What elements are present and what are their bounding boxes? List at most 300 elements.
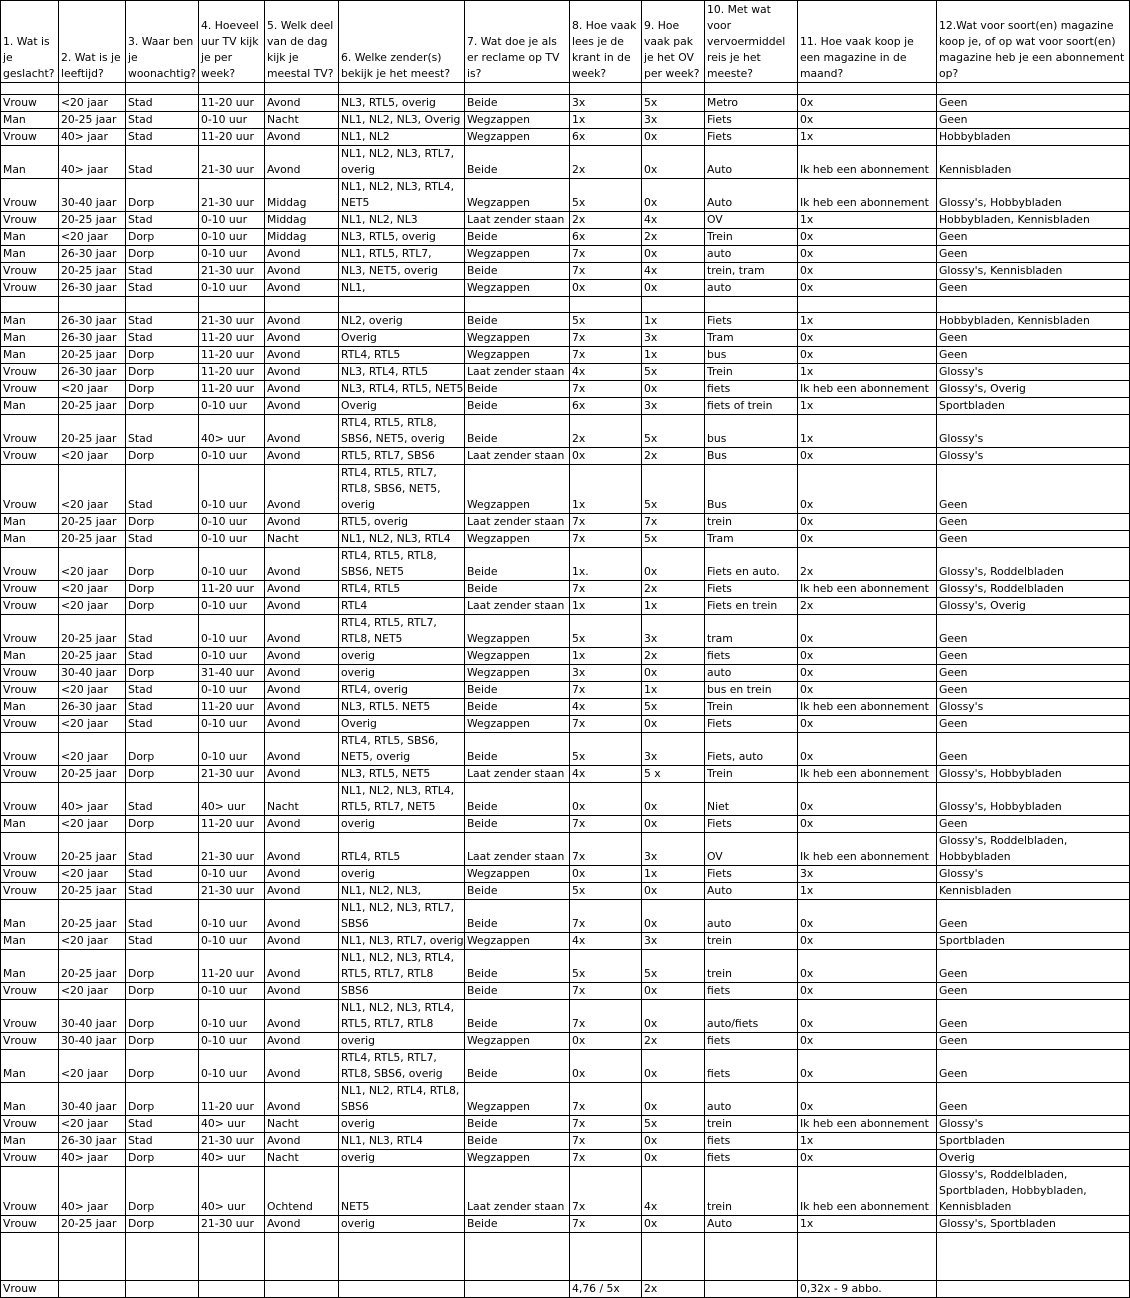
table-cell[interactable]	[798, 297, 937, 313]
table-cell[interactable]	[570, 83, 642, 95]
table-cell[interactable]: RTL4	[339, 598, 465, 615]
table-cell[interactable]: 0x	[798, 263, 937, 280]
table-cell[interactable]: Laat zender staan	[465, 833, 570, 866]
table-cell[interactable]: Middag	[265, 229, 339, 246]
table-cell[interactable]: Geen	[937, 816, 1130, 833]
table-cell[interactable]: 5x	[570, 733, 642, 766]
table-cell[interactable]: Metro	[705, 95, 798, 112]
table-cell[interactable]	[705, 1233, 798, 1281]
table-cell[interactable]: Ik heb een abonnement	[798, 833, 937, 866]
table-cell[interactable]: 2x	[642, 1033, 705, 1050]
table-cell[interactable]: 7x	[570, 682, 642, 699]
table-cell[interactable]: Dorp	[126, 179, 199, 212]
table-cell[interactable]: 0x	[642, 983, 705, 1000]
table-cell[interactable]: NL3, RTL5, overig	[339, 95, 465, 112]
table-cell[interactable]: Dorp	[126, 548, 199, 581]
table-cell[interactable]: Nacht	[265, 1150, 339, 1167]
table-cell[interactable]: Man	[1, 246, 59, 263]
table-cell[interactable]: NL1, NL3, RTL4	[339, 1133, 465, 1150]
table-cell[interactable]	[339, 83, 465, 95]
table-cell[interactable]: Avond	[265, 1133, 339, 1150]
table-cell[interactable]	[465, 1233, 570, 1281]
table-cell[interactable]: Vrouw	[1, 581, 59, 598]
table-cell[interactable]: 0-10 uur	[199, 983, 265, 1000]
table-cell[interactable]: Avond	[265, 280, 339, 297]
table-cell[interactable]: 5x	[642, 1116, 705, 1133]
table-cell[interactable]: 21-30 uur	[199, 179, 265, 212]
table-cell[interactable]: 0x	[798, 783, 937, 816]
table-cell[interactable]: Glossy's, Sportbladen	[937, 1216, 1130, 1233]
table-cell[interactable]: Avond	[265, 833, 339, 866]
table-cell[interactable]: Dorp	[126, 1167, 199, 1216]
table-cell[interactable]	[570, 297, 642, 313]
table-cell[interactable]: Man	[1, 330, 59, 347]
table-cell[interactable]: Beide	[465, 816, 570, 833]
table-cell[interactable]: 3x	[642, 933, 705, 950]
table-cell[interactable]	[199, 1233, 265, 1281]
table-cell[interactable]: 0x	[798, 531, 937, 548]
table-cell[interactable]: 30-40 jaar	[59, 1033, 126, 1050]
table-cell[interactable]: 7x	[570, 1167, 642, 1216]
table-cell[interactable]: RTL5, overig	[339, 514, 465, 531]
table-cell[interactable]: 0x	[798, 448, 937, 465]
table-cell[interactable]: RTL4, RTL5, RTL7, RTL8, SBS6, NET5, overig	[339, 465, 465, 514]
table-cell[interactable]: 0x	[570, 1033, 642, 1050]
table-cell[interactable]: 20-25 jaar	[59, 950, 126, 983]
table-cell[interactable]	[937, 83, 1130, 95]
table-cell[interactable]: Man	[1, 229, 59, 246]
table-cell[interactable]: Vrouw	[1, 448, 59, 465]
table-cell[interactable]	[642, 1233, 705, 1281]
table-cell[interactable]: 0x	[570, 448, 642, 465]
table-cell[interactable]: fiets	[705, 1050, 798, 1083]
table-cell[interactable]: 11-20 uur	[199, 347, 265, 364]
table-cell[interactable]: 5x	[570, 615, 642, 648]
table-cell[interactable]: Geen	[937, 1083, 1130, 1116]
table-cell[interactable]: 1x	[798, 364, 937, 381]
table-cell[interactable]	[705, 297, 798, 313]
table-cell[interactable]: fiets	[705, 1133, 798, 1150]
table-cell[interactable]: Wegzappen	[465, 1150, 570, 1167]
table-cell[interactable]: NL1, NL2, NL3, Overig	[339, 112, 465, 129]
table-cell[interactable]: 0-10 uur	[199, 1050, 265, 1083]
table-cell[interactable]: 3x	[642, 330, 705, 347]
table-cell[interactable]: Wegzappen	[465, 716, 570, 733]
table-cell[interactable]: Beide	[465, 983, 570, 1000]
table-cell[interactable]: Stad	[126, 615, 199, 648]
table-cell[interactable]: 0x	[642, 665, 705, 682]
table-cell[interactable]: Nacht	[265, 531, 339, 548]
table-cell[interactable]: NL2, overig	[339, 313, 465, 330]
table-cell[interactable]: 26-30 jaar	[59, 699, 126, 716]
table-cell[interactable]: 7x	[570, 716, 642, 733]
table-cell[interactable]: Vrouw	[1, 364, 59, 381]
table-cell[interactable]: Avond	[265, 699, 339, 716]
table-cell[interactable]: Man	[1, 531, 59, 548]
table-cell[interactable]: 1x.	[570, 548, 642, 581]
table-cell[interactable]: Vrouw	[1, 280, 59, 297]
table-cell[interactable]: <20 jaar	[59, 682, 126, 699]
table-cell[interactable]	[1, 1233, 59, 1281]
table-cell[interactable]: 20-25 jaar	[59, 347, 126, 364]
table-cell[interactable]: Glossy's, Hobbybladen	[937, 179, 1130, 212]
table-cell[interactable]: Geen	[937, 229, 1130, 246]
table-cell[interactable]: NL3, RTL5, NET5	[339, 766, 465, 783]
table-cell[interactable]: Vrouw	[1, 1116, 59, 1133]
table-cell[interactable]: Glossy's, Kennisbladen	[937, 263, 1130, 280]
table-cell[interactable]: 20-25 jaar	[59, 883, 126, 900]
table-cell[interactable]: overig	[339, 665, 465, 682]
table-cell[interactable]: Avond	[265, 364, 339, 381]
table-cell[interactable]: 5x	[642, 950, 705, 983]
table-cell[interactable]: 0x	[642, 129, 705, 146]
table-cell[interactable]: 20-25 jaar	[59, 648, 126, 665]
table-cell[interactable]: auto	[705, 246, 798, 263]
table-cell[interactable]: <20 jaar	[59, 581, 126, 598]
table-cell[interactable]: Middag	[265, 179, 339, 212]
table-cell[interactable]: <20 jaar	[59, 816, 126, 833]
column-header[interactable]: 5. Welk deel van de dag kijk je meestal TV?	[265, 1, 339, 83]
table-cell[interactable]: 5x	[570, 950, 642, 983]
table-cell[interactable]: Wegzappen	[465, 347, 570, 364]
table-cell[interactable]	[642, 83, 705, 95]
table-cell[interactable]: bus	[705, 347, 798, 364]
table-cell[interactable]: 0x	[798, 615, 937, 648]
table-cell[interactable]: Wegzappen	[465, 112, 570, 129]
table-cell[interactable]: auto	[705, 1083, 798, 1116]
table-cell[interactable]: Beide	[465, 950, 570, 983]
table-cell[interactable]: 1x	[570, 465, 642, 514]
table-cell[interactable]: Glossy's, Roddelbladen, Hobbybladen	[937, 833, 1130, 866]
table-cell[interactable]: 26-30 jaar	[59, 280, 126, 297]
table-cell[interactable]: Glossy's	[937, 1116, 1130, 1133]
table-cell[interactable]	[59, 297, 126, 313]
table-cell[interactable]: Man	[1, 699, 59, 716]
table-cell[interactable]: fiets	[705, 648, 798, 665]
table-cell[interactable]: Avond	[265, 983, 339, 1000]
table-cell[interactable]: Dorp	[126, 381, 199, 398]
table-cell[interactable]: 0x	[798, 347, 937, 364]
table-cell[interactable]: 7x	[570, 263, 642, 280]
table-cell[interactable]: 4x	[570, 364, 642, 381]
table-cell[interactable]: 30-40 jaar	[59, 179, 126, 212]
table-cell[interactable]: 7x	[570, 833, 642, 866]
table-cell[interactable]: 31-40 uur	[199, 665, 265, 682]
table-cell[interactable]: 20-25 jaar	[59, 833, 126, 866]
table-cell[interactable]: 0x	[570, 1050, 642, 1083]
table-cell[interactable]: 2x	[798, 598, 937, 615]
table-cell[interactable]: 0-10 uur	[199, 280, 265, 297]
table-cell[interactable]: 0x	[642, 146, 705, 179]
table-cell[interactable]: 0x	[798, 716, 937, 733]
table-cell[interactable]: Man	[1, 1133, 59, 1150]
table-cell[interactable]: 7x	[570, 581, 642, 598]
table-cell[interactable]: 4x	[570, 766, 642, 783]
table-cell[interactable]: 1x	[798, 212, 937, 229]
table-cell[interactable]: NL1, NL2, NL3, RTL4	[339, 531, 465, 548]
table-cell[interactable]: bus en trein	[705, 682, 798, 699]
table-cell[interactable]: Avond	[265, 716, 339, 733]
table-cell[interactable]: 0-10 uur	[199, 448, 265, 465]
table-cell[interactable]: Avond	[265, 615, 339, 648]
table-cell[interactable]: Vrouw	[1, 1216, 59, 1233]
table-cell[interactable]: Nacht	[265, 112, 339, 129]
table-cell[interactable]: 26-30 jaar	[59, 246, 126, 263]
table-cell[interactable]: Wegzappen	[465, 330, 570, 347]
table-cell[interactable]: 3x	[642, 615, 705, 648]
table-cell[interactable]: 0x	[642, 900, 705, 933]
table-cell[interactable]: Fiets en auto.	[705, 548, 798, 581]
table-cell[interactable]: 0-10 uur	[199, 598, 265, 615]
table-cell[interactable]: 1x	[570, 598, 642, 615]
table-cell[interactable]: Avond	[265, 465, 339, 514]
table-cell[interactable]: Man	[1, 816, 59, 833]
table-cell[interactable]: Geen	[937, 900, 1130, 933]
table-cell[interactable]: Vrouw	[1, 615, 59, 648]
table-cell[interactable]: Glossy's, Roddelbladen, Sportbladen, Hobbybladen, Kennisbladen	[937, 1167, 1130, 1216]
table-cell[interactable]: Stad	[126, 1133, 199, 1150]
table-cell[interactable]: 7x	[570, 1150, 642, 1167]
table-cell[interactable]: Geen	[937, 682, 1130, 699]
table-cell[interactable]: Niet	[705, 783, 798, 816]
table-cell[interactable]: Fiets	[705, 112, 798, 129]
column-header[interactable]: 8. Hoe vaak lees je de krant in de week?	[570, 1, 642, 83]
table-cell[interactable]: 3x	[642, 833, 705, 866]
table-cell[interactable]: trein	[705, 1116, 798, 1133]
table-cell[interactable]: Glossy's, Overig	[937, 381, 1130, 398]
table-cell[interactable]: 0x	[798, 1033, 937, 1050]
table-cell[interactable]: 20-25 jaar	[59, 531, 126, 548]
table-cell[interactable]: <20 jaar	[59, 933, 126, 950]
table-cell[interactable]: Trein	[705, 699, 798, 716]
table-cell[interactable]: Dorp	[126, 983, 199, 1000]
table-cell[interactable]: Overig	[339, 716, 465, 733]
table-cell[interactable]: Vrouw	[1, 866, 59, 883]
table-cell[interactable]: Dorp	[126, 364, 199, 381]
table-cell[interactable]: Geen	[937, 716, 1130, 733]
table-cell[interactable]: 1x	[642, 682, 705, 699]
table-cell[interactable]: Wegzappen	[465, 933, 570, 950]
table-cell[interactable]: Dorp	[126, 581, 199, 598]
table-cell[interactable]: 3x	[570, 665, 642, 682]
table-cell[interactable]: Stad	[126, 129, 199, 146]
table-cell[interactable]: 26-30 jaar	[59, 364, 126, 381]
table-cell[interactable]: 4x	[642, 212, 705, 229]
table-cell[interactable]: Wegzappen	[465, 179, 570, 212]
table-cell[interactable]: 4x	[642, 1167, 705, 1216]
table-cell[interactable]: Vrouw	[1, 465, 59, 514]
table-cell[interactable]: 0-10 uur	[199, 212, 265, 229]
table-cell[interactable]: Avond	[265, 313, 339, 330]
table-cell[interactable]: Geen	[937, 531, 1130, 548]
table-cell[interactable]	[465, 1281, 570, 1298]
table-cell[interactable]: Vrouw	[1, 833, 59, 866]
table-cell[interactable]: Wegzappen	[465, 648, 570, 665]
table-cell[interactable]: 1x	[642, 598, 705, 615]
table-cell[interactable]: overig	[339, 866, 465, 883]
table-cell[interactable]: Man	[1, 398, 59, 415]
table-cell[interactable]: 7x	[570, 531, 642, 548]
table-cell[interactable]: 11-20 uur	[199, 330, 265, 347]
table-cell[interactable]: Dorp	[126, 398, 199, 415]
table-cell[interactable]: Geen	[937, 246, 1130, 263]
table-cell[interactable]: <20 jaar	[59, 983, 126, 1000]
table-cell[interactable]: 40> jaar	[59, 146, 126, 179]
table-cell[interactable]: Man	[1, 1083, 59, 1116]
table-cell[interactable]: 1x	[642, 313, 705, 330]
table-cell[interactable]: NL1,	[339, 280, 465, 297]
table-cell[interactable]: 20-25 jaar	[59, 766, 126, 783]
table-cell[interactable]: Avond	[265, 146, 339, 179]
table-cell[interactable]: Laat zender staan	[465, 1167, 570, 1216]
table-cell[interactable]: <20 jaar	[59, 548, 126, 581]
table-cell[interactable]: overig	[339, 1150, 465, 1167]
table-cell[interactable]: Beide	[465, 1216, 570, 1233]
table-cell[interactable]: 0-10 uur	[199, 682, 265, 699]
table-cell[interactable]: RTL4, RTL5, RTL8, SBS6, NET5, overig	[339, 415, 465, 448]
table-cell[interactable]: 0x	[642, 1000, 705, 1033]
table-cell[interactable]: 21-30 uur	[199, 766, 265, 783]
table-cell[interactable]: 11-20 uur	[199, 699, 265, 716]
table-cell[interactable]: Vrouw	[1, 1033, 59, 1050]
table-cell[interactable]: 1x	[798, 1133, 937, 1150]
table-cell[interactable]: 7x	[570, 1000, 642, 1033]
table-cell[interactable]: <20 jaar	[59, 866, 126, 883]
table-cell[interactable]: Avond	[265, 1216, 339, 1233]
table-cell[interactable]: 2x	[642, 581, 705, 598]
table-cell[interactable]: Auto	[705, 179, 798, 212]
table-cell[interactable]: 7x	[570, 983, 642, 1000]
table-cell[interactable]: 5x	[570, 883, 642, 900]
table-cell[interactable]: 1x	[570, 112, 642, 129]
table-cell[interactable]: <20 jaar	[59, 716, 126, 733]
table-cell[interactable]: Dorp	[126, 1083, 199, 1116]
table-cell[interactable]: 4x	[570, 699, 642, 716]
table-cell[interactable]: Bus	[705, 448, 798, 465]
table-cell[interactable]: 5x	[570, 313, 642, 330]
table-cell[interactable]: fiets	[705, 1150, 798, 1167]
table-cell[interactable]	[1, 297, 59, 313]
table-cell[interactable]: Beide	[465, 381, 570, 398]
table-cell[interactable]: Beide	[465, 900, 570, 933]
table-cell[interactable]: <20 jaar	[59, 1050, 126, 1083]
table-cell[interactable]	[199, 1281, 265, 1298]
table-cell[interactable]	[126, 297, 199, 313]
table-cell[interactable]: 11-20 uur	[199, 581, 265, 598]
table-cell[interactable]: Hobbybladen, Kennisbladen	[937, 313, 1130, 330]
table-cell[interactable]: Vrouw	[1, 1000, 59, 1033]
table-cell[interactable]: auto	[705, 900, 798, 933]
table-cell[interactable]: Overig	[339, 330, 465, 347]
table-cell[interactable]: Geen	[937, 733, 1130, 766]
table-cell[interactable]: 30-40 jaar	[59, 1083, 126, 1116]
table-cell[interactable]: auto	[705, 280, 798, 297]
table-cell[interactable]	[199, 297, 265, 313]
table-cell[interactable]: Ik heb een abonnement	[798, 1167, 937, 1216]
table-cell[interactable]: Vrouw	[1, 598, 59, 615]
column-header[interactable]: 4. Hoeveel uur TV kijk je per week?	[199, 1, 265, 83]
table-cell[interactable]: 20-25 jaar	[59, 398, 126, 415]
table-cell[interactable]: 6x	[570, 398, 642, 415]
table-cell[interactable]: Stad	[126, 531, 199, 548]
table-cell[interactable]: Trein	[705, 766, 798, 783]
table-cell[interactable]: Stad	[126, 866, 199, 883]
table-cell[interactable]: Vrouw	[1, 983, 59, 1000]
table-cell[interactable]: 1x	[570, 648, 642, 665]
table-cell[interactable]: Stad	[126, 112, 199, 129]
table-cell[interactable]: Beide	[465, 398, 570, 415]
table-cell[interactable]: bus	[705, 415, 798, 448]
column-header[interactable]: 7. Wat doe je als er reclame op TV is?	[465, 1, 570, 83]
table-cell[interactable]: NL1, RTL5, RTL7,	[339, 246, 465, 263]
table-cell[interactable]	[59, 1233, 126, 1281]
table-cell[interactable]: Man	[1, 112, 59, 129]
table-cell[interactable]: NL1, NL2	[339, 129, 465, 146]
table-cell[interactable]	[937, 297, 1130, 313]
table-cell[interactable]	[937, 1281, 1130, 1298]
table-cell[interactable]: Geen	[937, 983, 1130, 1000]
column-header[interactable]: 12.Wat voor soort(en) magazine koop je, of op wat voor soort(en) magazine heb je een abonnement op?	[937, 1, 1130, 83]
table-cell[interactable]: Laat zender staan	[465, 364, 570, 381]
table-cell[interactable]	[705, 83, 798, 95]
table-cell[interactable]: Stad	[126, 883, 199, 900]
table-cell[interactable]: 40> jaar	[59, 1150, 126, 1167]
table-cell[interactable]: fiets	[705, 1033, 798, 1050]
table-cell[interactable]: Vrouw	[1, 1150, 59, 1167]
table-cell[interactable]: 4x	[570, 933, 642, 950]
table-cell[interactable]: 11-20 uur	[199, 950, 265, 983]
table-cell[interactable]: 1x	[798, 415, 937, 448]
table-cell[interactable]: Wegzappen	[465, 615, 570, 648]
table-cell[interactable]: Glossy's	[937, 364, 1130, 381]
table-cell[interactable]: Ik heb een abonnement	[798, 381, 937, 398]
table-cell[interactable]: trein	[705, 950, 798, 983]
table-cell[interactable]: Ik heb een abonnement	[798, 179, 937, 212]
table-cell[interactable]: Avond	[265, 263, 339, 280]
table-cell[interactable]: Avond	[265, 682, 339, 699]
table-cell[interactable]: Ik heb een abonnement	[798, 699, 937, 716]
table-cell[interactable]: 2x	[570, 415, 642, 448]
table-cell[interactable]: Overig	[937, 1150, 1130, 1167]
table-cell[interactable]	[199, 83, 265, 95]
column-header[interactable]: 6. Welke zender(s) bekijk je het meest?	[339, 1, 465, 83]
table-cell[interactable]: 1x	[798, 129, 937, 146]
table-cell[interactable]: 0x	[642, 716, 705, 733]
table-cell[interactable]: Dorp	[126, 1216, 199, 1233]
table-cell[interactable]: 5x	[642, 95, 705, 112]
table-cell[interactable]: <20 jaar	[59, 733, 126, 766]
table-cell[interactable]: 7x	[570, 330, 642, 347]
table-cell[interactable]: Dorp	[126, 448, 199, 465]
table-cell[interactable]: Nacht	[265, 1116, 339, 1133]
table-cell[interactable]: Vrouw	[1, 548, 59, 581]
table-cell[interactable]: Beide	[465, 1050, 570, 1083]
table-cell[interactable]: Hobbybladen, Kennisbladen	[937, 212, 1130, 229]
table-cell[interactable]	[705, 1281, 798, 1298]
table-cell[interactable]: RTL4, RTL5, RTL8, SBS6, NET5	[339, 548, 465, 581]
table-cell[interactable]: RTL4, RTL5, SBS6, NET5, overig	[339, 733, 465, 766]
table-cell[interactable]: Geen	[937, 95, 1130, 112]
table-cell[interactable]: Auto	[705, 1216, 798, 1233]
table-cell[interactable]: Glossy's	[937, 448, 1130, 465]
table-cell[interactable]: Glossy's, Roddelbladen	[937, 581, 1130, 598]
table-cell[interactable]: Glossy's	[937, 415, 1130, 448]
table-cell[interactable]: NL1, NL2, RTL4, RTL8, SBS6	[339, 1083, 465, 1116]
table-cell[interactable]: RTL4, RTL5, RTL7, RTL8, SBS6, overig	[339, 1050, 465, 1083]
table-cell[interactable]: 0x	[798, 514, 937, 531]
table-cell[interactable]: Geen	[937, 950, 1130, 983]
table-cell[interactable]: OV	[705, 212, 798, 229]
